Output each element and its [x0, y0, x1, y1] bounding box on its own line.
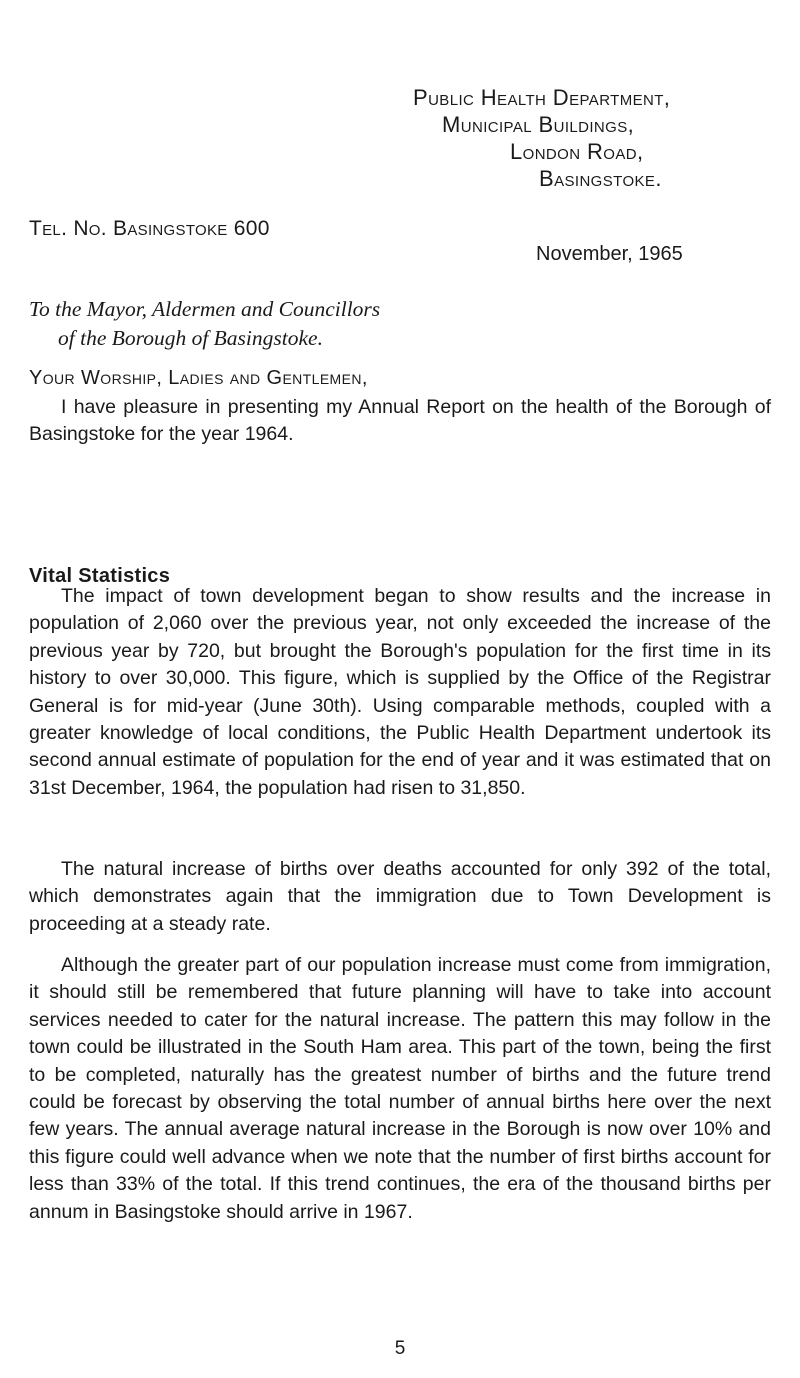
address-line-town: Basingstoke.: [539, 166, 662, 191]
addressee-line-1: To the Mayor, Aldermen and Councillors: [29, 297, 381, 321]
body-paragraph: The natural increase of births over deaths accounted for only 392 of the total, which demonstrates again that the immigration due to Town Development is proceeding at a steady rate.: [29, 858, 771, 935]
address-line-department: Public Health Department,: [413, 85, 671, 110]
body-paragraph: The impact of town development began to show results and the increase in population of 2,060 over the previous year, not only exceeded the increase of the previous year by 720, but brought the Borough's population for the first time in its history to over 30,000. This figure, which is supplied by the Office of the Registrar General is for mid-year (June 30th). Using comparable methods, coupled with a greater knowledge of local conditions, the Public Health Department undertook its second annual estimate of population for the end of year and it was estimated that on 31st December, 1964, the population had risen to 31,850.: [29, 585, 771, 799]
letter-date: November, 1965: [536, 243, 683, 265]
letterhead-address: [413, 84, 773, 192]
telephone-number: Tel. No. Basingstoke 600: [29, 217, 270, 240]
body-paragraph: Although the greater part of our population increase must come from immigration, it should still be remembered that future planning will have to take into account services needed to cater for the natural increase. The pattern this may follow in the town could be illustrated in the South Ham area. This part of the town, being the first to be completed, naturally has the greatest number of births and the future trend could be forecast by observing the total number of annual births here over the next few years. The annual average natural increase in the Borough is now over 10% and this figure could well advance when we note that the number of first births account for less than 33% of the total. If this trend continues, the era of the thousand births per annum in Basingstoke should arrive in 1967.: [29, 954, 771, 1223]
intro-paragraph: I have pleasure in presenting my Annual Report on the health of the Borough of Basingstoke for the year 1964.: [29, 396, 771, 446]
addressee: [29, 295, 629, 353]
address-line-buildings: Municipal Buildings,: [442, 112, 635, 137]
address-line-road: London Road,: [510, 139, 644, 164]
addressee-line-2: of the Borough of Basingstoke.: [58, 326, 323, 350]
salutation: Your Worship, Ladies and Gentlemen,: [29, 367, 368, 389]
page-number: 5: [394, 1338, 406, 1359]
section-heading: Vital Statistics: [29, 565, 171, 587]
